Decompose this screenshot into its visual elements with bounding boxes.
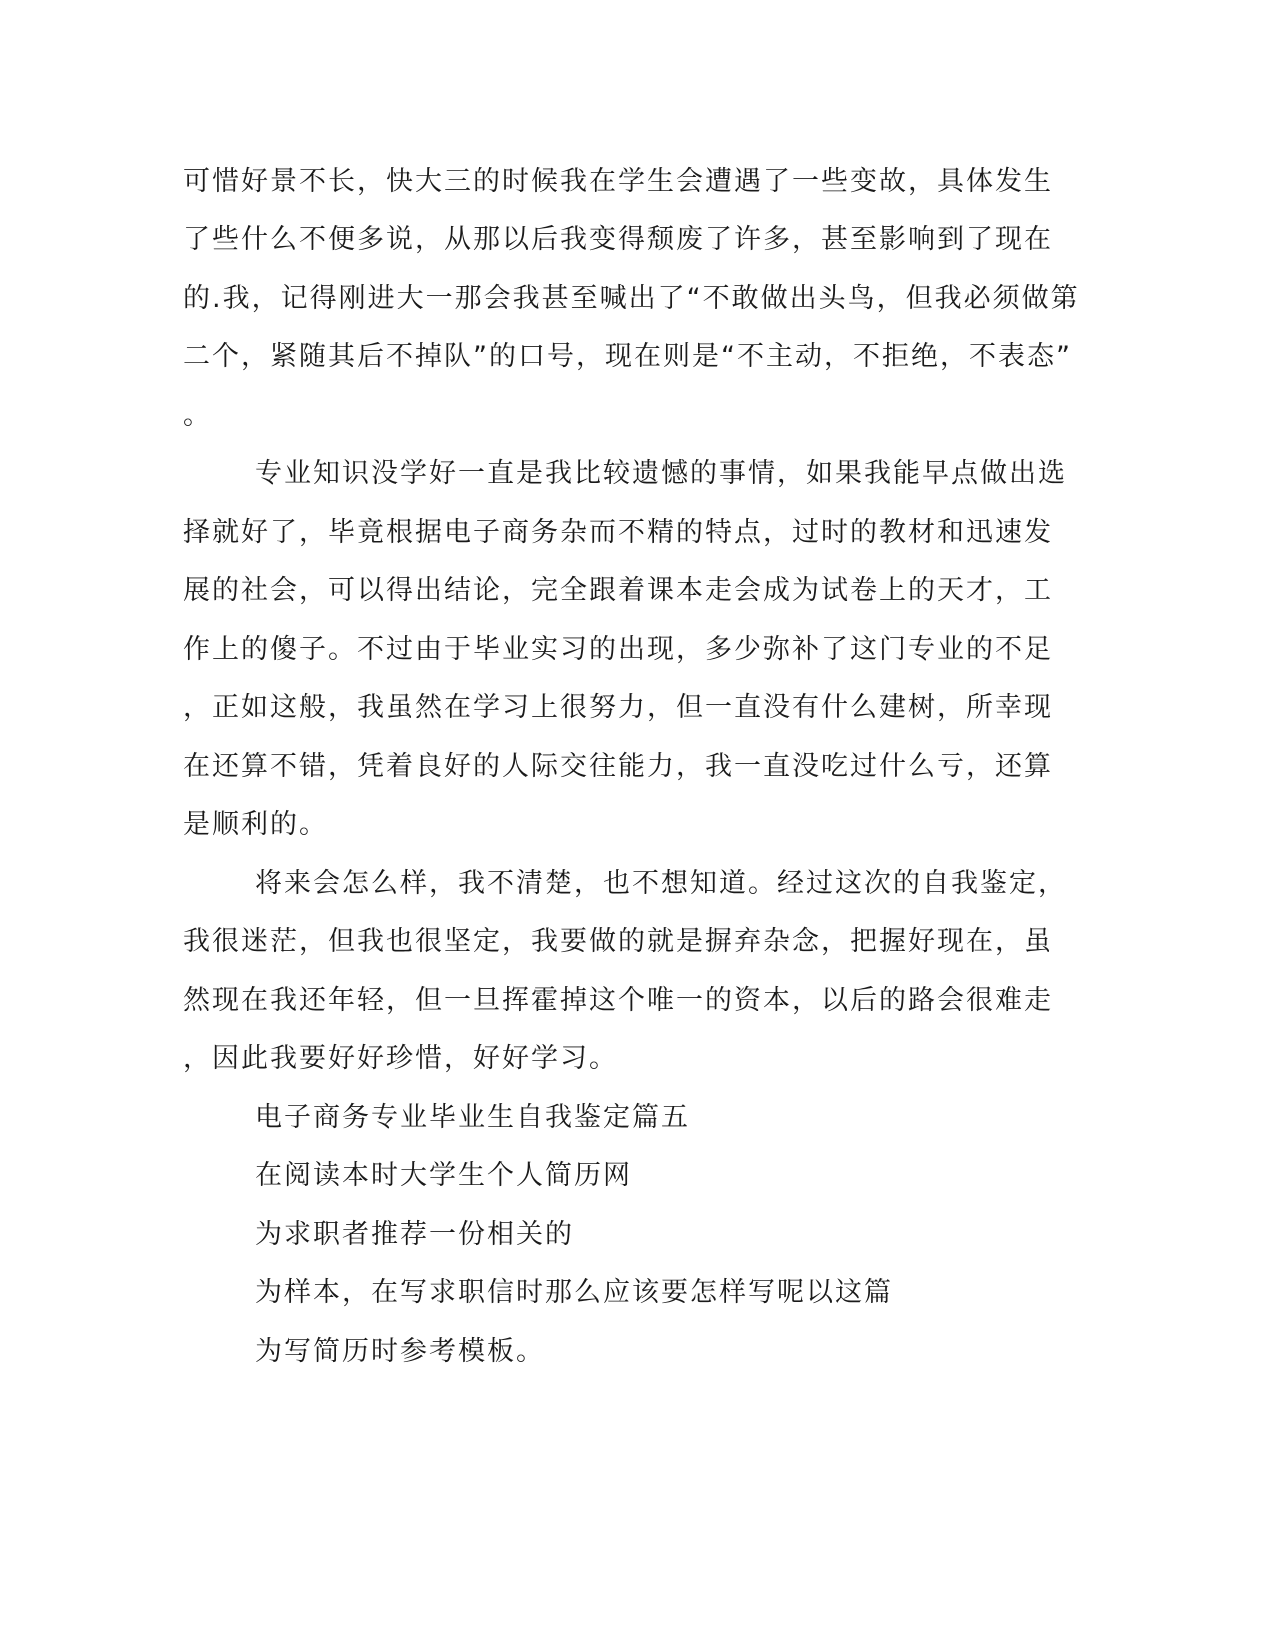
text-line: 我很迷茫，但我也很坚定，我要做的就是摒弃杂念，把握好现在，虽 xyxy=(183,926,1053,957)
text-line: 择就好了，毕竟根据电子商务杂而不精的特点，过时的教材和迅速发 xyxy=(183,517,1053,548)
text-line: 为样本，在写求职信时那么应该要怎样写呢以这篇 xyxy=(255,1277,893,1308)
text-line: 了些什么不便多说，从那以后我变得颓废了许多，甚至影响到了现在 xyxy=(183,224,1053,255)
paragraph-start-line: 专业知识没学好一直是我比较遗憾的事情，如果我能早点做出选 xyxy=(255,458,1067,489)
section-heading: 电子商务专业毕业生自我鉴定篇五 xyxy=(255,1102,690,1133)
text-line: 然现在我还年轻，但一旦挥霍掉这个唯一的资本，以后的路会很难走 xyxy=(183,985,1053,1016)
text-line: 的.我，记得刚进大一那会我甚至喊出了“不敢做出头鸟，但我必须做第 xyxy=(183,283,1080,314)
text-line: 为求职者推荐一份相关的 xyxy=(255,1219,574,1250)
text-line: ，因此我要好好珍惜，好好学习。 xyxy=(183,1043,618,1074)
text-line: 作上的傻子。不过由于毕业实习的出现，多少弥补了这门专业的不足 xyxy=(183,634,1053,665)
text-line: 二个，紧随其后不掉队”的口号，现在则是“不主动，不拒绝，不表态” xyxy=(183,341,1072,372)
text-line: 展的社会，可以得出结论，完全跟着课本走会成为试卷上的天才，工 xyxy=(183,575,1053,606)
text-line: 可惜好景不长，快大三的时候我在学生会遭遇了一些变故，具体发生 xyxy=(183,166,1053,197)
text-line: 为写简历时参考模板。 xyxy=(255,1336,545,1367)
text-line: 在阅读本时大学生个人简历网 xyxy=(255,1160,632,1191)
text-line: 在还算不错，凭着良好的人际交往能力，我一直没吃过什么亏，还算 xyxy=(183,751,1053,782)
text-line: 。 xyxy=(183,400,212,431)
paragraph-start-line: 将来会怎么样，我不清楚，也不想知道。经过这次的自我鉴定， xyxy=(255,868,1067,899)
text-line: ，正如这般，我虽然在学习上很努力，但一直没有什么建树，所幸现 xyxy=(183,692,1053,723)
text-line: 是顺利的。 xyxy=(183,809,328,840)
